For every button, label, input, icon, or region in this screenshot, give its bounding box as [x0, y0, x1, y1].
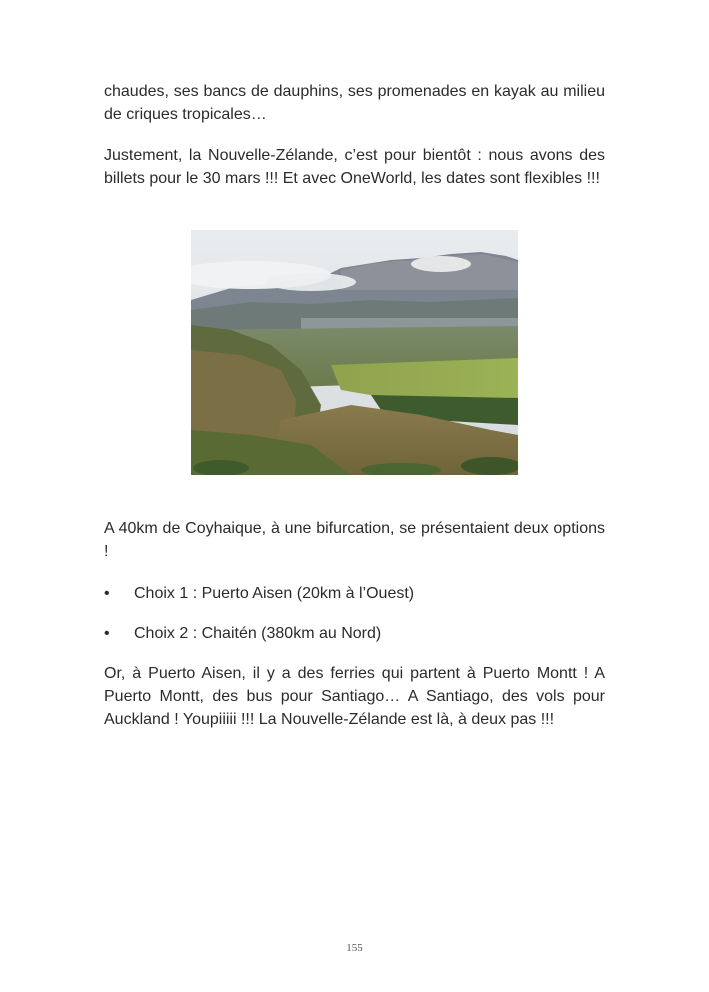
paragraph-bifurcation: A 40km de Coyhaique, à une bifurcation, se présentaient deux options !	[104, 520, 605, 560]
landscape-photo	[191, 230, 518, 475]
paragraph-intro-continuation: chaudes, ses bancs de dauphins, ses promenades en kayak au milieu de criques tropicales…	[104, 83, 605, 123]
list-item-label: Choix 2 : Chaitén (380km au Nord)	[134, 625, 382, 642]
page-number: 155	[346, 942, 363, 954]
list-item-label: Choix 1 : Puerto Aisen (20km à l’Ouest)	[134, 585, 415, 602]
bullet-marker: •	[104, 585, 110, 602]
paragraph-new-zealand-tickets: Justement, la Nouvelle-Zélande, c’est pour bientôt : nous avons des billets pour le 30 mars !!! Et avec OneWorld, les dates sont flexibles !!!	[104, 147, 605, 187]
bullet-marker: •	[104, 625, 110, 642]
paragraph-puerto-aisen: Or, à Puerto Aisen, il y a des ferries qui partent à Puerto Montt ! A Puerto Montt, des bus pour Santiago… A Santiago, des vols pour Auckland ! Youpiiiii !!! La Nouvelle-Zélande est là, à deux pas !!!	[104, 665, 605, 728]
